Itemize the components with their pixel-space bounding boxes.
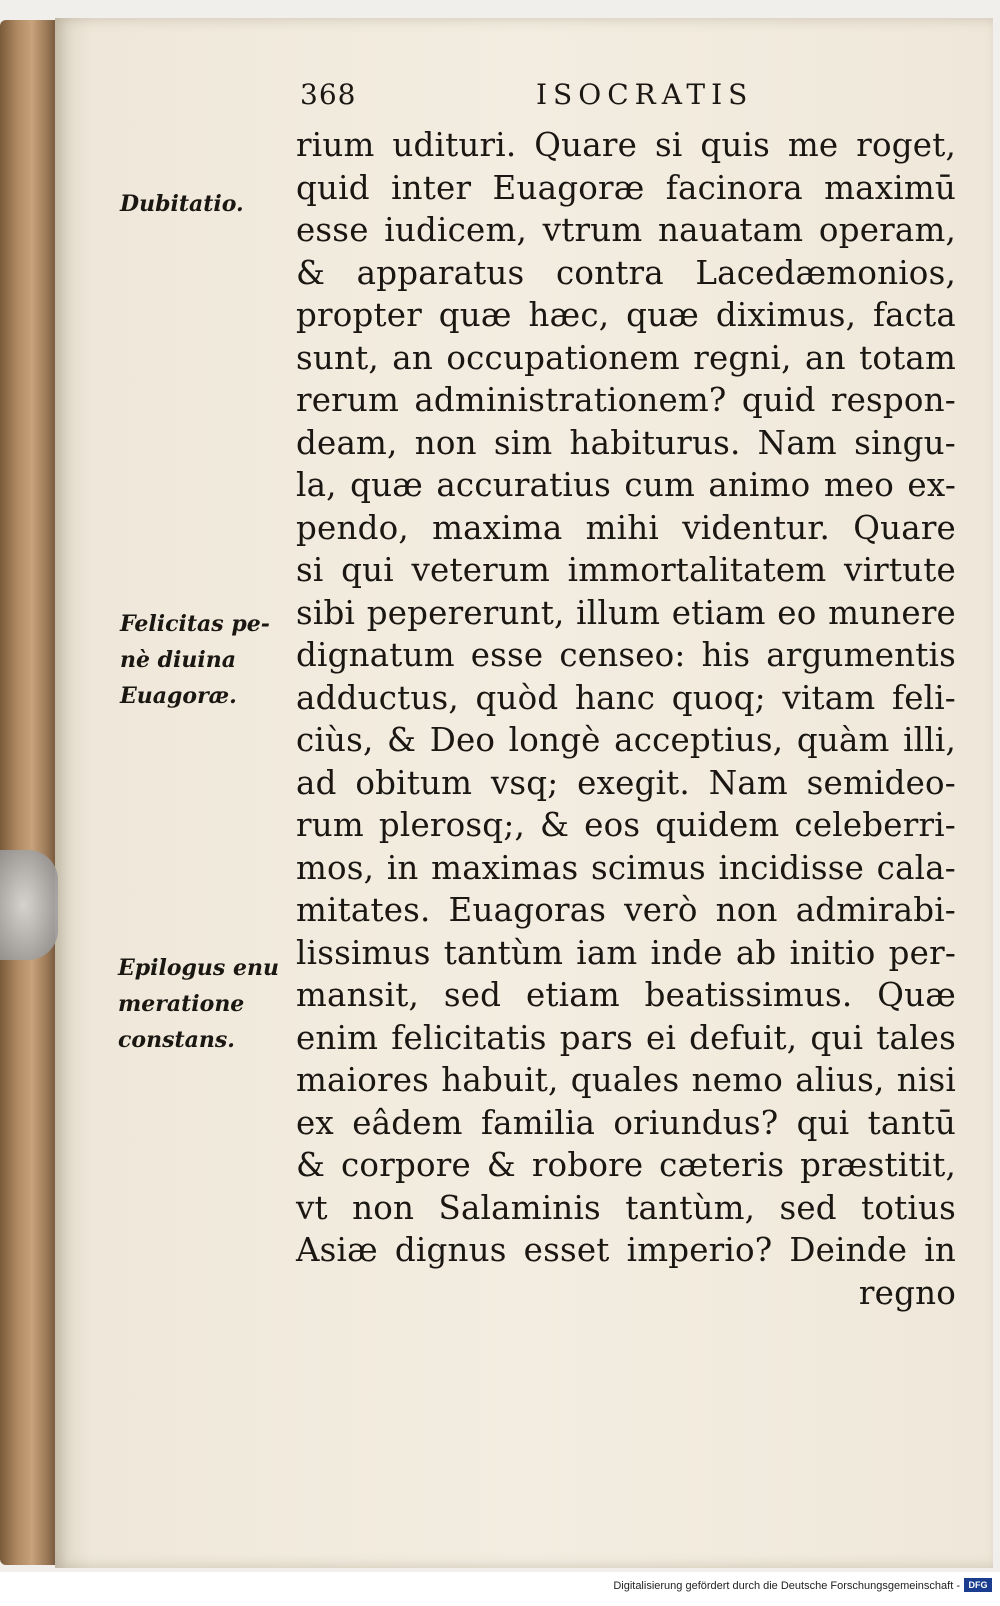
page-clip <box>0 850 58 960</box>
text-line: rium udituri. Quare si quis me roget, <box>296 126 956 164</box>
marginal-line: Felicitas pe- <box>120 611 270 637</box>
text-line: dignatum esse censeo: his argumentis <box>296 636 956 674</box>
marginal-note-felicitas <box>120 606 270 714</box>
text-line: quid inter Euagoræ facinora maximū <box>296 168 956 207</box>
funding-credit: Digitalisierung gefördert durch die Deutsche Forschungsgemeinschaft - <box>613 1580 960 1592</box>
marginal-line: meratione <box>118 991 245 1017</box>
text-line: deam, non sim habiturus. Nam singu- <box>296 423 956 462</box>
text-line: mansit, sed etiam beatissimus. Quæ <box>296 976 956 1014</box>
text-line: ciùs, & Deo longè acceptius, quàm illi, <box>296 721 956 759</box>
text-line: adductus, quòd hanc quoq; vitam feli- <box>296 678 956 717</box>
text-line: mos, in maximas scimus incidisse cala- <box>296 848 956 887</box>
marginal-line: constans. <box>118 1027 235 1053</box>
text-line: vt non Salaminis tantùm, sed totius <box>296 1188 956 1227</box>
marginal-note-dubitatio <box>120 186 244 222</box>
text-line: Asiæ dignus esset imperio? Deinde in <box>296 1231 956 1269</box>
page-header <box>300 78 800 118</box>
book-page-edges <box>0 20 58 1565</box>
running-title: ISOCRATIS <box>536 78 754 111</box>
body-text <box>296 124 956 1314</box>
text-line: mitates. Euagoras verò non admirabi- <box>296 891 956 929</box>
footer-bar <box>0 1572 1000 1606</box>
text-line: si qui veterum immortalitatem virtute <box>296 551 956 589</box>
text-line: enim felicitatis pars ei defuit, qui tales <box>296 1018 956 1057</box>
dfg-logo-icon: DFG <box>964 1578 992 1592</box>
text-line: & corpore & robore cæteris præstitit, <box>296 1146 956 1184</box>
text-line: sunt, an occupationem regni, an totam <box>296 338 956 377</box>
text-line: la, quæ accuratius cum animo meo ex- <box>296 466 956 504</box>
text-line: rum plerosq;, & eos quidem celeberri- <box>296 806 956 844</box>
text-line: & apparatus contra Lacedæmonios, <box>296 253 956 292</box>
text-line: pendo, maxima mihi videntur. Quare <box>296 508 956 547</box>
text-line: esse iudicem, vtrum nauatam operam, <box>296 211 956 249</box>
text-line: rerum administrationem? quid respon- <box>296 381 956 419</box>
text-line: ex eâdem familia oriundus? qui tantū <box>296 1103 956 1142</box>
text-line: maiores habuit, quales nemo alius, nisi <box>296 1061 956 1099</box>
marginal-line: Euagoræ. <box>120 683 237 709</box>
marginal-line: nè diuina <box>120 647 236 673</box>
catchword: regno <box>858 1273 956 1312</box>
text-line: ad obitum vsq; exegit. Nam semideo- <box>296 763 956 802</box>
text-line: sibi pepererunt, illum etiam eo munere <box>296 593 956 632</box>
marginal-note-epilogus <box>118 950 279 1058</box>
text-line: propter quæ hæc, quæ diximus, facta <box>296 296 956 334</box>
page-number: 368 <box>300 78 357 111</box>
marginal-line: Epilogus enu <box>118 955 279 981</box>
text-line: lissimus tantùm iam inde ab initio per- <box>296 933 956 972</box>
marginal-line: Dubitatio. <box>120 191 244 217</box>
